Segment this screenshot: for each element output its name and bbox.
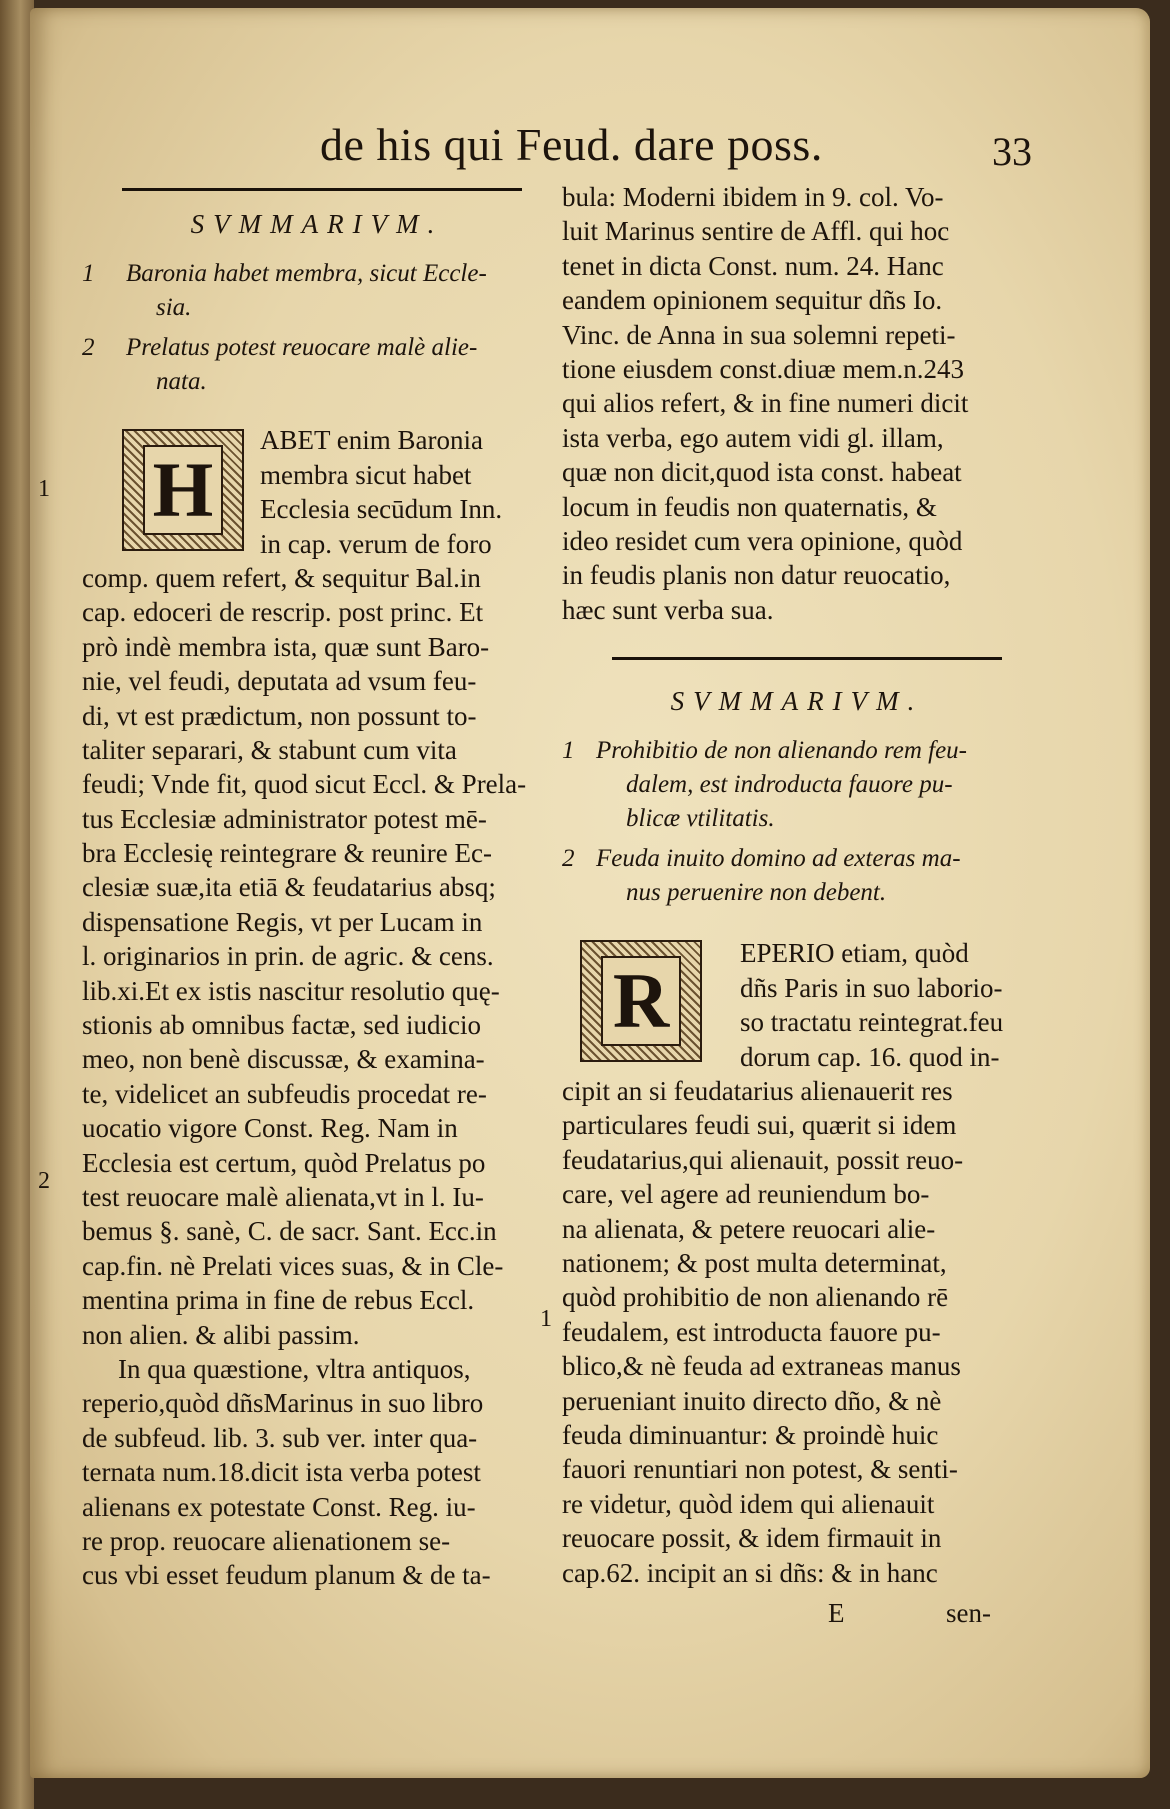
summary-item-line: nata.	[156, 368, 207, 396]
summary-item-number: 2	[562, 845, 575, 873]
text-line: ideo residet cum vera opinione, quòd	[562, 525, 963, 556]
text-line: l. originarios in prin. de agric. & cens.	[82, 941, 494, 972]
text-line: perueniant inuito directo dño, & nè	[562, 1385, 942, 1416]
text-line: feudalem, est introducta fauore pu-	[562, 1316, 941, 1347]
summary-title: SVMMARIVM.	[670, 686, 924, 717]
summary-item-line: Prohibitio de non alienando rem feu-	[596, 737, 968, 765]
text-line: ternata num.18.dicit ista verba potest	[82, 1457, 481, 1488]
text-line: non alien. & alibi passim.	[82, 1319, 360, 1350]
text-line: so tractatu reintegrat.feu	[740, 1007, 1004, 1038]
signature-mark: E	[828, 1598, 845, 1628]
text-line: clesiæ suæ,ita etiā & feudatarius absq;	[82, 872, 496, 903]
text-line: in feudis planis non datur reuocatio,	[562, 560, 951, 591]
left-column	[82, 188, 552, 1593]
text-line: alienans ex potestate Const. Reg. iu-	[82, 1491, 476, 1522]
text-line: dorum cap. 16. quod in-	[740, 1041, 1000, 1072]
text-line: locum in feudis non quaternatis, &	[562, 491, 937, 522]
summary-rule	[122, 188, 522, 191]
text-line: dispensatione Regis, vt per Lucam in	[82, 906, 483, 937]
text-line: membra sicut habet	[260, 459, 472, 490]
text-line: eandem opinionem sequitur dñs Io.	[562, 285, 943, 316]
text-line: EPERIO etiam, quòd	[740, 938, 969, 969]
text-line: dñs Paris in suo laborio-	[740, 972, 1003, 1003]
text-line: lib.xi.Et ex istis nascitur resolutio quę-	[82, 975, 500, 1006]
left-lines	[82, 423, 552, 1592]
catchword: sen-	[946, 1598, 991, 1628]
summary-item-number: 1	[82, 260, 95, 288]
text-line: taliter separari, & stabunt cum vita	[82, 734, 457, 765]
text-line: blico,& nè feuda ad extraneas manus	[562, 1351, 961, 1382]
text-line: feuda diminuantur: & proindè huic	[562, 1419, 939, 1450]
summary-item-line: sia.	[156, 294, 192, 322]
text-line: reperio,quòd dñsMarinus in suo libro	[82, 1388, 484, 1419]
left-body-text	[82, 423, 552, 1592]
text-line: Ecclesia est certum, quòd Prelatus po	[82, 1147, 486, 1178]
text-line: nie, vel feudi, deputata ad vsum feu-	[82, 666, 477, 697]
text-line: luit Marinus sentire de Affl. qui hoc	[562, 216, 950, 247]
text-line: cus vbi esset feudum planum & de ta-	[82, 1560, 491, 1591]
text-line: fauori renuntiari non potest, & senti-	[562, 1454, 958, 1485]
text-line: tenet in dicta Const. num. 24. Hanc	[562, 250, 944, 281]
summary-item-line: dalem, est indroducta fauore pu-	[626, 771, 953, 799]
summary-title: SVMMARIVM.	[190, 209, 444, 239]
text-line: ista verba, ego autem vidi gl. illam,	[562, 422, 944, 453]
summary-item-number: 2	[82, 334, 95, 362]
text-line: nationem; & post multa determinat,	[562, 1248, 947, 1278]
summary-item	[82, 257, 552, 325]
text-line: reuocare possit, & idem firmauit in	[562, 1523, 942, 1554]
text-line: in cap. verum de foro	[260, 528, 492, 559]
text-line: bra Ecclesię reintegrare & reunire Ec-	[82, 838, 492, 869]
text-line: de subfeud. lib. 3. sub ver. inter qua-	[82, 1422, 478, 1453]
right-column	[562, 180, 1032, 1590]
previous-page-edge	[0, 0, 34, 1809]
text-line: cap. edoceri de rescrip. post princ. Et	[82, 597, 484, 628]
summary-item-line: blicæ vtilitatis.	[626, 805, 775, 833]
text-line: Ecclesia secūdum Inn.	[260, 494, 503, 525]
text-line: feudatarius,qui alienauit, possit reuo-	[562, 1144, 964, 1175]
text-line: qui alios refert, & in fine numeri dicit	[562, 388, 969, 419]
right-body-text	[562, 936, 1032, 1589]
initial-letter: R	[601, 956, 681, 1046]
page-header	[270, 110, 1070, 180]
initial-letter: H	[143, 445, 223, 535]
summary-item-line: Prelatus potest reuocare malè alie-	[126, 334, 478, 362]
text-line: di, vt est prædictum, non possunt to-	[82, 700, 477, 731]
text-line: quòd prohibitio de non alienando rē	[562, 1282, 949, 1313]
text-line: bemus §. sanè, C. de sacr. Sant. Ecc.in	[82, 1216, 497, 1247]
summary-item	[82, 331, 552, 399]
right-lines-top	[562, 180, 1032, 627]
text-line: te, videlicet an subfeudis procedat re-	[82, 1078, 487, 1109]
margin-number: 2	[38, 1168, 50, 1194]
text-line: test reuocare malè alienata,vt in l. Iu-	[82, 1182, 484, 1212]
text-line: care, vel agere ad reuniendum bo-	[562, 1179, 930, 1210]
running-head: de his qui Feud. dare poss.	[320, 119, 823, 170]
text-line: In qua quæstione, vltra antiquos,	[118, 1353, 471, 1384]
text-line: comp. quem refert, & sequitur Bal.in	[82, 562, 481, 593]
text-line: ABET enim Baronia	[260, 425, 483, 456]
text-line: cipit an si feudatarius alienauerit res	[562, 1076, 953, 1107]
text-line: feudi; Vnde fit, quod sicut Eccl. & Prela-	[82, 769, 527, 800]
text-line: meo, non benè discussæ, & examina-	[82, 1044, 485, 1075]
text-line: cap.fin. nè Prelati vices suas, & in Cle-	[82, 1250, 504, 1281]
summary-item-number: 1	[562, 737, 575, 765]
text-line: tione eiusdem const.diuæ mem.n.243	[562, 353, 964, 384]
text-line: particulares feudi sui, quærit si idem	[562, 1110, 957, 1141]
text-line: re videtur, quòd idem qui alienauit	[562, 1488, 935, 1519]
text-line: mentina prima in fine de rebus Eccl.	[82, 1285, 475, 1316]
summary-item-line: Baronia habet membra, sicut Eccle-	[126, 260, 487, 288]
text-line: cap.62. incipit an si dñs: & in hanc	[562, 1557, 938, 1588]
text-line: re prop. reuocare alienationem se-	[82, 1525, 451, 1556]
summary-item-line: Feuda inuito domino ad exteras ma-	[596, 845, 961, 873]
book-page	[30, 8, 1150, 1778]
folio-number: 33	[992, 129, 1032, 174]
summary-item	[562, 734, 1032, 836]
text-line: na alienata, & petere reuocari alie-	[562, 1213, 936, 1244]
text-line: hæc sunt verba sua.	[562, 594, 774, 625]
text-line: bula: Moderni ibidem in 9. col. Vo-	[562, 182, 944, 212]
decorated-initial	[122, 429, 244, 551]
summary-item-line: nus peruenire non debent.	[626, 879, 887, 907]
decorated-initial	[580, 940, 702, 1062]
margin-number: 1	[540, 1306, 552, 1332]
text-line: uocatio vigore Const. Reg. Nam in	[82, 1113, 458, 1144]
text-line: stionis ab omnibus factæ, sed iudicio	[82, 1010, 481, 1041]
text-line: tus Ecclesiæ administrator potest mē-	[82, 803, 487, 834]
summary-item	[562, 842, 1032, 910]
text-line: quæ non dicit,quod ista const. habeat	[562, 457, 962, 488]
text-line: prò indè membra ista, quæ sunt Baro-	[82, 631, 490, 662]
margin-number: 1	[38, 476, 50, 502]
summary-rule	[612, 657, 1002, 660]
text-line: Vinc. de Anna in sua solemni repeti-	[562, 319, 956, 350]
